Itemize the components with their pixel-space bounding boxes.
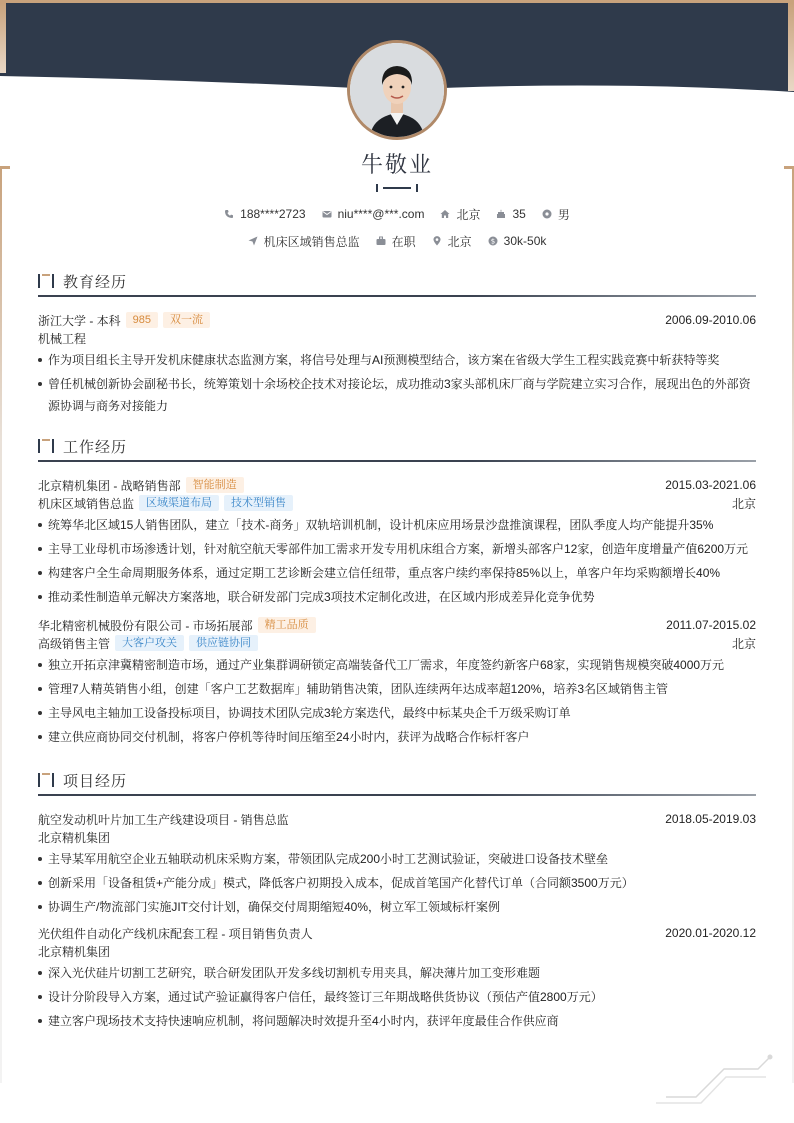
project-org: 北京精机集团 bbox=[38, 944, 111, 959]
gender-icon bbox=[542, 209, 552, 219]
work-bullets bbox=[38, 654, 756, 748]
name-divider-ornament bbox=[375, 183, 419, 193]
svg-text:$: $ bbox=[490, 237, 495, 246]
section-marker-icon bbox=[38, 773, 54, 787]
work-city: 北京 bbox=[731, 636, 756, 651]
section-divider bbox=[38, 794, 756, 796]
list-item: 设计分阶段导入方案，通过试产验证赢得客户信任，最终签订三年期战略供货协议（预估产值2800万元） bbox=[38, 986, 756, 1008]
gender-item: 男 bbox=[542, 206, 570, 223]
mail-icon bbox=[322, 209, 332, 219]
list-item: 管理7人精英销售小组，创建「客户工艺数据库」辅助销售决策，团队连续两年达成率超120%，培养3名区域销售主管 bbox=[38, 678, 756, 700]
major: 机械工程 bbox=[38, 331, 87, 346]
list-item: 构建客户全生命周期服务体系，通过定期工艺诊断会建立信任纽带，重点客户续约率保持85%以上，单客户年均采购额增长40% bbox=[38, 562, 756, 584]
school-tag: 双一流 bbox=[163, 312, 210, 328]
target-city-item: 北京 bbox=[432, 233, 472, 250]
project-entry bbox=[38, 924, 756, 1034]
left-frame-line bbox=[0, 168, 2, 1083]
section-marker-icon bbox=[38, 439, 54, 453]
section-divider bbox=[38, 295, 756, 297]
education-bullets bbox=[38, 349, 756, 417]
phone-item: 188****2723 bbox=[224, 207, 305, 221]
section-title: 工作经历 bbox=[63, 439, 128, 456]
school-tag: 985 bbox=[126, 312, 158, 328]
project-period: 2018.05-2019.03 bbox=[665, 812, 756, 826]
section-marker-icon bbox=[38, 274, 54, 288]
send-icon bbox=[248, 236, 258, 246]
list-item: 深入光伏硅片切割工艺研究，联合研发团队开发多线切割机专用夹具，解决薄片加工变形难题 bbox=[38, 962, 756, 984]
list-item: 独立开拓京津冀精密制造市场，通过产业集群调研锁定高端装备代工厂需求，年度签约新客户68家，实现销售规模突破4000万元 bbox=[38, 654, 756, 676]
briefcase-icon bbox=[376, 236, 386, 246]
position-tag: 技术型销售 bbox=[224, 495, 293, 511]
position-tag: 大客户攻关 bbox=[115, 635, 184, 651]
cake-icon bbox=[496, 209, 506, 219]
list-item: 统筹华北区域15人销售团队，建立「技术-商务」双轨培训机制，设计机床应用场景沙盘推演课程，团队季度人均产能提升35% bbox=[38, 514, 756, 536]
work-section-header bbox=[38, 436, 756, 460]
list-item: 主导风电主轴加工设备投标项目，协调技术团队完成3轮方案迭代，最终中标某央企千万级采购订单 bbox=[38, 702, 756, 724]
position-tag: 区域渠道布局 bbox=[139, 495, 219, 511]
project-section-header bbox=[38, 770, 756, 794]
education-section-header bbox=[38, 271, 756, 295]
company-tag: 精工品质 bbox=[258, 617, 316, 633]
list-item: 主导工业母机市场渗透计划，针对航空航天零部件加工需求开发专用机床组合方案，新增头部客户12家，创造年度增量产值6200万元 bbox=[38, 538, 756, 560]
list-item: 建立客户现场技术支持快速响应机制，将问题解决时效提升至4小时内，获评年度最佳合作供应商 bbox=[38, 1010, 756, 1032]
home-icon bbox=[440, 209, 450, 219]
candidate-name: 牛敬业 bbox=[360, 152, 433, 177]
work-period: 2011.07-2015.02 bbox=[666, 618, 756, 632]
education-entry bbox=[38, 311, 756, 419]
work-period: 2015.03-2021.06 bbox=[665, 478, 756, 492]
section-title: 项目经历 bbox=[63, 773, 128, 790]
position-title: 高级销售主管 bbox=[38, 636, 111, 651]
job-intent-row bbox=[0, 232, 794, 250]
work-entry bbox=[38, 616, 756, 750]
target-position-item: 机床区域销售总监 bbox=[248, 233, 360, 250]
corner-circuit-ornament bbox=[656, 1045, 776, 1105]
email-item: niu****@***.com bbox=[322, 207, 425, 221]
company-tag: 智能制造 bbox=[186, 477, 244, 493]
company-name: 华北精密机械股份有限公司 - 市场拓展部 bbox=[38, 618, 253, 633]
location-pin-icon bbox=[432, 236, 442, 246]
list-item: 创新采用「设备租赁+产能分成」模式，降低客户初期投入成本，促成首笔国产化替代订单（合同额3500万元） bbox=[38, 872, 756, 894]
work-entry bbox=[38, 476, 756, 610]
hometown-item: 北京 bbox=[440, 206, 480, 223]
position-tag: 供应链协同 bbox=[189, 635, 258, 651]
project-bullets bbox=[38, 962, 756, 1032]
salary-icon bbox=[488, 236, 498, 246]
work-city: 北京 bbox=[731, 496, 756, 511]
list-item: 推动柔性制造单元解决方案落地，联合研发部门完成3项技术定制化改进，在区域内形成差异化竞争优势 bbox=[38, 586, 756, 608]
project-org: 北京精机集团 bbox=[38, 830, 111, 845]
phone-icon bbox=[224, 209, 234, 219]
project-period: 2020.01-2020.12 bbox=[665, 926, 756, 940]
project-bullets bbox=[38, 848, 756, 918]
job-status-item: 在职 bbox=[376, 233, 416, 250]
project-entry bbox=[38, 810, 756, 920]
list-item: 协调生产/物流部门实施JIT交付计划，确保交付周期缩短40%，树立军工领域标杆案例 bbox=[38, 896, 756, 918]
age-item: 35 bbox=[496, 207, 525, 221]
list-item: 建立供应商协同交付机制，将客户停机等待时间压缩至24小时内，获评为战略合作标杆客户 bbox=[38, 726, 756, 748]
education-period: 2006.09-2010.06 bbox=[665, 313, 756, 327]
section-title: 教育经历 bbox=[63, 274, 128, 291]
company-name: 北京精机集团 - 战略销售部 bbox=[38, 478, 181, 493]
position-title: 机床区域销售总监 bbox=[38, 496, 135, 511]
work-bullets bbox=[38, 514, 756, 608]
section-divider bbox=[38, 460, 756, 462]
salary-item: $ 30k-50k bbox=[488, 234, 547, 248]
project-name: 航空发动机叶片加工生产线建设项目 - 销售总监 bbox=[38, 812, 289, 827]
contact-info-row bbox=[0, 205, 794, 223]
project-name: 光伏组件自动化产线机床配套工程 - 项目销售负责人 bbox=[38, 926, 313, 941]
list-item: 主导某军用航空企业五轴联动机床采购方案，带领团队完成200小时工艺测试验证，突破进口设备技术壁垒 bbox=[38, 848, 756, 870]
avatar bbox=[347, 40, 447, 140]
list-item: 作为项目组长主导开发机床健康状态监测方案，将信号处理与AI预测模型结合，该方案在省级大学生工程实践竞赛中斩获特等奖 bbox=[38, 349, 756, 371]
school-name: 浙江大学 - 本科 bbox=[38, 313, 121, 328]
list-item: 曾任机械创新协会副秘书长，统筹策划十余场校企技术对接论坛，成功推动3家头部机床厂商与学院建立实习合作，展现出色的外部资源协调与商务对接能力 bbox=[38, 373, 756, 417]
